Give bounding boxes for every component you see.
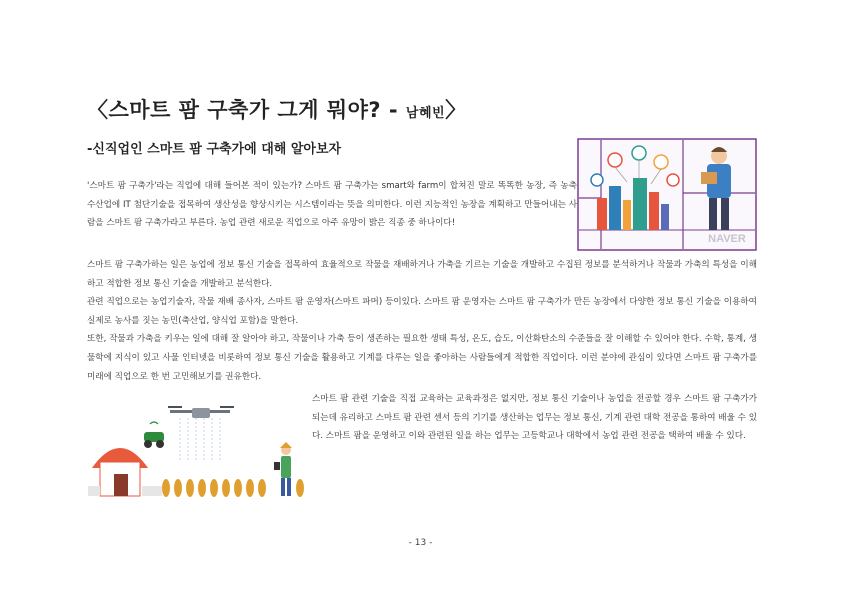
smart-farm-city-illustration [577,138,757,251]
page-number: - 13 - [408,538,433,548]
drone-farm-illustration [88,402,310,500]
drone [168,406,234,462]
title-close: 〉 [445,98,467,122]
author-name: 남혜빈 [405,106,446,121]
intro-paragraph: '스마트 팜 구축가'라는 직업에 대해 들어본 적이 있는가? 스마트 팜 구축가는 smart와 farm이 합쳐진 말로 똑똑한 농장, 즉 농축 수산업에 IT 첨단기술을 접목하여 생산성을 향상시키는 시스템이라는 뜻을 의미한다. 이런 지능적인 농장을 계획하고 만들어내는 사람을 스마트 팜 구축가라고 부른다. 농업 관련 새로운 직업으로 아주 유망이 밝은 직종 중 하나이다! [87,181,577,229]
page-title [87,94,607,124]
related-jobs-paragraph: 관련 직업으로는 농업기술자, 작물 재배 종사자, 스마트 팜 운영자(스마트 파머) 등이있다. 스마트 팜 운영자는 스마트 팜 구축가가 만든 농장에서 다양한 정보 통신 기술을 이용하여 실제로 농사를 짓는 농민(축산업, 양식업 포함)을 말한다. [87,297,757,326]
aptitude-paragraph: 또한, 작물과 가축을 키우는 일에 대해 잘 알아야 하고, 작물이나 가축 등이 생존하는 필요한 생태 특성, 온도, 습도, 이산화탄소의 수준들을 잘 이해할 수 있어야 한다. 수학, 통계, 생물학에 지식이 있고 사물 인터넷을 비롯하여 정보 통신 기술을 활용하고 기계를 다루는 일을 좋아하는 사람들에게 적합한 직업이다. 이런 분야에 관심이 있다면 스마트 팜 구축가를 미래에 직업으로 한 번 고민해보기를 권유한다. [87,334,757,382]
naver-watermark: NAVER [708,233,746,245]
title-text: 〈스마트 팜 구축가 그게 뭐야? - [87,98,406,122]
page-subtitle: -신직업인 스마트 팜 구축가에 대해 알아보자 [87,142,342,157]
education-paragraph: 스마트 팜 관련 기술을 직접 교육하는 교육과정은 없지만, 정보 통신 기술이나 농업을 전공할 경우 스마트 팜 구축가가 되는데 유리하고 스마트 팜 관련 센서 등의 기기를 생산하는 업무는 정보 통신, 기계 관련 대학 전공을 통하여 배울 수 있다. 스마트 팜을 운영하고 이와 관련된 일을 하는 업무는 고등학교나 대학에서 농업 관련 전공을 택하여 배울 수 있다. [312,394,757,442]
barn [92,448,148,496]
duties-paragraph: 스마트 팜 구축가하는 일은 농업에 정보 통신 기술을 접목하여 효율적으로 작물을 재배하거나 가축을 기르는 기술을 개발하고 수집된 정보를 분석하거나 작물과 가축의 특성을 이해하고 적합한 정보 통신 기술을 개발하고 분석한다. [87,260,757,289]
robot-tractor [144,422,164,448]
main-paragraphs [87,256,757,386]
farmer-with-tablet [274,442,292,496]
